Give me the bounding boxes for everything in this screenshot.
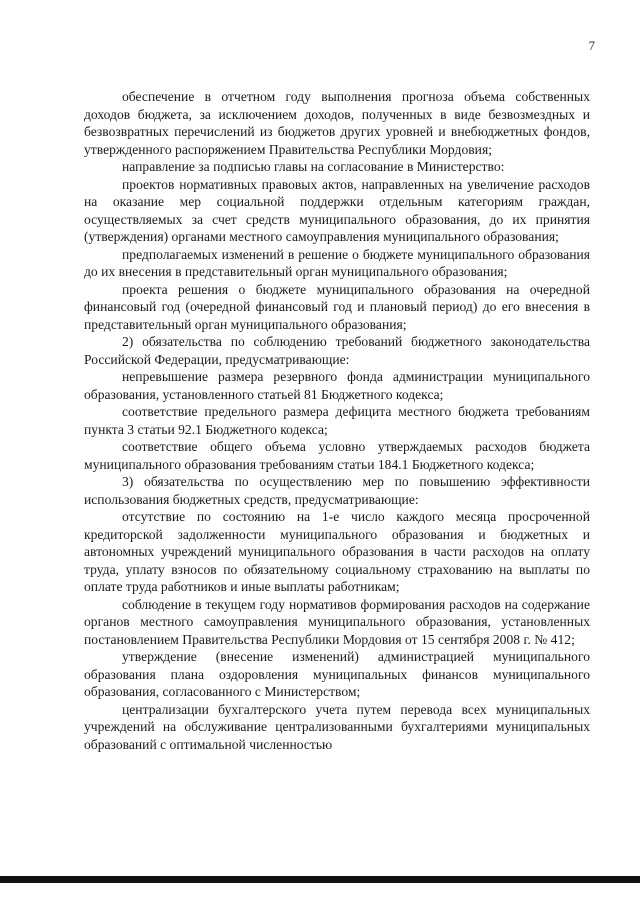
paragraph: соблюдение в текущем году нормативов формирования расходов на содержание органов местного самоуправления муниципального образования, установленных постановлением Правительства Республики Мордовия от 15 сентября 2008 г. № 412; [84,596,590,647]
paragraph: предполагаемых изменений в решение о бюджете муниципального образования до их внесения в представительный орган муниципального образования; [84,246,590,279]
paragraph: обеспечение в отчетном году выполнения прогноза объема собственных доходов бюджета, за исключением доходов, полученных в виде безвозмездных и безвозвратных перечислений из бюджетов других уровней и внебюджетных фондов, утвержденного распоряжением Правительства Республики Мордовия; [84,89,590,157]
document-body [84,88,590,753]
paragraph: соответствие общего объема условно утверждаемых расходов бюджета муниципального образования требованиям статьи 184.1 Бюджетного кодекса; [84,439,590,472]
paragraph: отсутствие по состоянию на 1-е число каждого месяца просроченной кредиторской задолженности муниципального образования и бюджетных и автономных учреждений муниципального образования в части расходов на оплату труда, уплату взносов по обязательному социальному страхованию на выплаты по оплате труда работников и иные выплаты работникам; [84,509,590,594]
page-number: 7 [588,38,595,53]
paragraph: проекта решения о бюджете муниципального образования на очередной финансовый год (очередной финансовый год и плановый период) до его внесения в представительный орган муниципального образования; [84,281,590,332]
paragraph: 2) обязательства по соблюдению требований бюджетного законодательства Российской Федерации, предусматривающие: [84,334,590,367]
scan-edge-bar [0,876,640,883]
paragraph: соответствие предельного размера дефицита местного бюджета требованиям пункта 3 статьи 92.1 Бюджетного кодекса; [84,404,590,437]
paragraph: проектов нормативных правовых актов, направленных на увеличение расходов на оказание мер социальной поддержки отдельным категориям граждан, осуществляемых за счет средств муниципального образования, до их принятия (утверждения) органами местного самоуправления муниципального образования; [84,176,590,244]
paragraph: направление за подписью главы на согласование в Министерство: [122,159,505,174]
paragraph: централизации бухгалтерского учета путем перевода всех муниципальных учреждений на обслуживание централизованными бухгалтериями муниципальных образований с оптимальной численностью [84,701,590,752]
paragraph: утверждение (внесение изменений) администрацией муниципального образования плана оздоровления муниципальных финансов муниципального образования, согласованного с Министерством; [84,649,590,699]
paragraph: 3) обязательства по осуществлению мер по повышению эффективности использования бюджетных средств, предусматривающие: [84,474,590,507]
paragraph: непревышение размера резервного фонда администрации муниципального образования, установленного статьей 81 Бюджетного кодекса; [84,369,590,402]
